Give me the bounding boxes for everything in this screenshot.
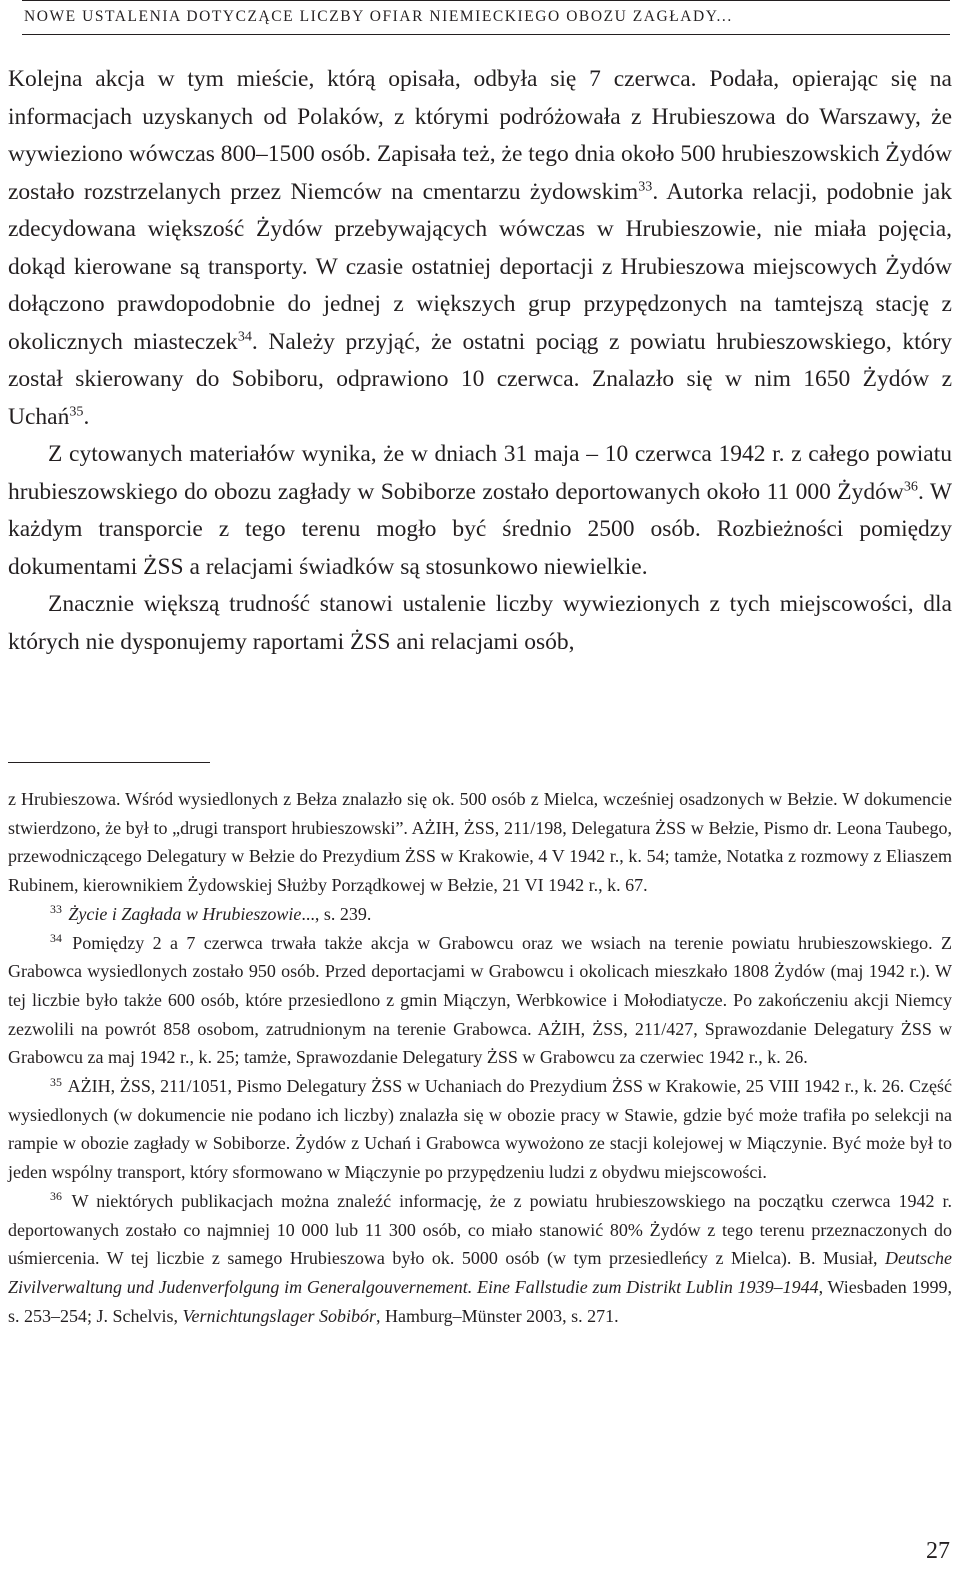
footnote-ref-36: 36 (903, 477, 918, 494)
body-text: . Należy przyjąć, że ostatni pociąg z powiatu hrubieszowskiego, który został skierowany do Sobiboru, odprawiono 10 czerwca. Znalazło się w nim 1650 Żydów z Uchań (8, 328, 952, 430)
footnote-number: 33 (50, 902, 62, 917)
footnote-35 (8, 1072, 952, 1187)
footnote-number: 35 (50, 1074, 62, 1089)
footnote-text: , Wiesbaden 1999, s. 253–254; J. Schelvis, (8, 1276, 953, 1326)
body-text: . (83, 403, 90, 430)
footnote-title: Vernichtungslager Sobibór (182, 1305, 377, 1326)
footnote-33 (8, 900, 952, 929)
body-text: Z cytowanych materiałów wynika, że w dniach 31 maja – 10 czerwca 1942 r. z całego powiatu hrubieszowskiego do obozu zagłady w Sobiborze zostało deportowanych około 11 000 Żydów (8, 441, 952, 505)
footnote-text: , Hamburg–Münster 2003, s. 271. (376, 1305, 619, 1326)
running-head: NOWE USTALENIA DOTYCZĄCE LICZBY OFIAR NIEMIECKIEGO OBOZU ZAGŁADY... (24, 8, 733, 25)
footnote-text: Pomiędzy 2 a 7 czerwca trwała także akcja w Grabowcu oraz we wsiach na terenie powiatu hrubieszowskiego. Z Grabowca wysiedlonych zostało 950 osób. Przed deportacjami w Grabowcu i okolicach mieszkało 1808 Żydów (maj 1942 r.). W tej liczbie było także 600 osób, które przesiedlono z gmin Miączyn, Werbkowice i Mołodiatycze. Po zakończeniu akcji Niemcy zezwolili na powrót 858 osobom, zatrudnionym na terenie Grabowca. AŻIH, ŻSS, 211/427, Sprawozdanie Delegatury ŻSS w Grabowcu za maj 1942 r., k. 25; tamże, Sprawozdanie Delegatury ŻSS w Grabowcu za czerwiec 1942 r., k. 26. (8, 932, 953, 1068)
footnote-separator (8, 762, 210, 763)
header-rule-bottom (22, 34, 950, 35)
body-paragraph-1 (8, 61, 952, 436)
body-text: . Autorka relacji, podobnie jak zdecydowana większość Żydów przebywających wówczas w Hrubieszowie, nie miała pojęcia, dokąd kierowane są transporty. W czasie ostatniej deportacji z Hrubieszowa miejscowych Żydów dołączono prawdopodobnie do jednej z większych grup przypędzonych na tamtejszą stację z okolicznych miasteczek (8, 178, 952, 355)
footnote-text: ..., s. 239. (301, 903, 372, 924)
footnote-title: Deutsche Zivilverwaltung und Judenverfolgung im Generalgouvernement. Eine Fallstudie zum Distrikt Lublin 1939–1944 (8, 1248, 952, 1297)
footnote-number: 36 (50, 1189, 62, 1204)
body-paragraph-3: Znacznie większą trudność stanowi ustalenie liczby wywiezionych z tych miejscowości, dla których nie dysponujemy raportami ŻSS ani relacjami osób, (8, 591, 952, 655)
footnotes (8, 785, 952, 1330)
footnote-34 (8, 929, 952, 1073)
footnote-text: AŻIH, ŻSS, 211/1051, Pismo Delegatury ŻSS w Uchaniach do Prezydium ŻSS w Krakowie, 25 VIII 1942 r., k. 26. Część wysiedlonych (w dokumencie nie podano ich liczby) znalazła się w obozie pracy w Stawie, gdzie być może trafiła po selekcji na rampie w obozie zagłady w Sobiborze. Żydów z Uchań i Grabowca wywożono ze stacji kolejowej w Miączynie. Być może był to jeden wspólny transport, który sformowano w Miączynie po przypędzeniu ludzi z obydwu miejscowości. (8, 1076, 952, 1183)
body-text: . W każdym transporcie z tego terenu mogło być średnio 2500 osób. Rozbieżności pomiędzy dokumentami ŻSS a relacjami świadków są stosunkowo niewielkie. (8, 478, 952, 580)
body-paragraph-2 (8, 436, 952, 586)
footnote-36 (8, 1187, 952, 1331)
footnote-ref-33: 33 (638, 177, 653, 194)
footnote-ref-34: 34 (237, 327, 252, 344)
body-text: Kolejna akcja w tym mieście, którą opisała, odbyła się 7 czerwca. Podała, opierając się na informacjach uzyskanych od Polaków, z którymi podróżowała z Hrubieszowa do Warszawy, że wywieziono wówczas 800–1500 osób. Zapisała też, że tego dnia około 500 hrubieszowskich Żydów zostało rozstrzelanych przez Niemców na cmentarzu żydowskim (8, 66, 952, 205)
page-number: 27 (926, 1538, 950, 1564)
footnote-continued: z Hrubieszowa. Wśród wysiedlonych z Bełza znalazło się ok. 500 osób z Mielca, wcześniej osadzonych w Bełzie. W dokumencie stwierdzono, że był to „drugi transport hrubieszowski”. AŻIH, ŻSS, 211/198, Delegatura ŻSS w Bełzie, Pismo dr. Leona Taubego, przewodniczącego Delegatury w Bełzie do Prezydium ŻSS w Krakowie, 4 V 1942 r., k. 54; tamże, Notatka z rozmowy z Eliaszem Rubinem, kierownikiem Żydowskiej Służby Porządkowej w Bełzie, 21 VI 1942 r., k. 67. (8, 789, 952, 896)
main-text (8, 61, 952, 661)
footnote-title: Życie i Zagłada w Hrubieszowie (68, 903, 302, 924)
footnote-number: 34 (50, 930, 62, 945)
footnote-text: W niektórych publikacjach można znaleźć informację, że z powiatu hrubieszowskiego na początku czerwca 1942 r. deportowanych zostało co najmniej 10 000 lub 11 300 osób, co miało stanowić 80% Żydów z tego terenu przeznaczonych do uśmiercenia. W tej liczbie z samego Hrubieszowa było ok. 5000 osób (w tym przesiedleńcy z Mielca). B. Musiał, (8, 1190, 952, 1269)
footnote-ref-35: 35 (69, 402, 84, 419)
